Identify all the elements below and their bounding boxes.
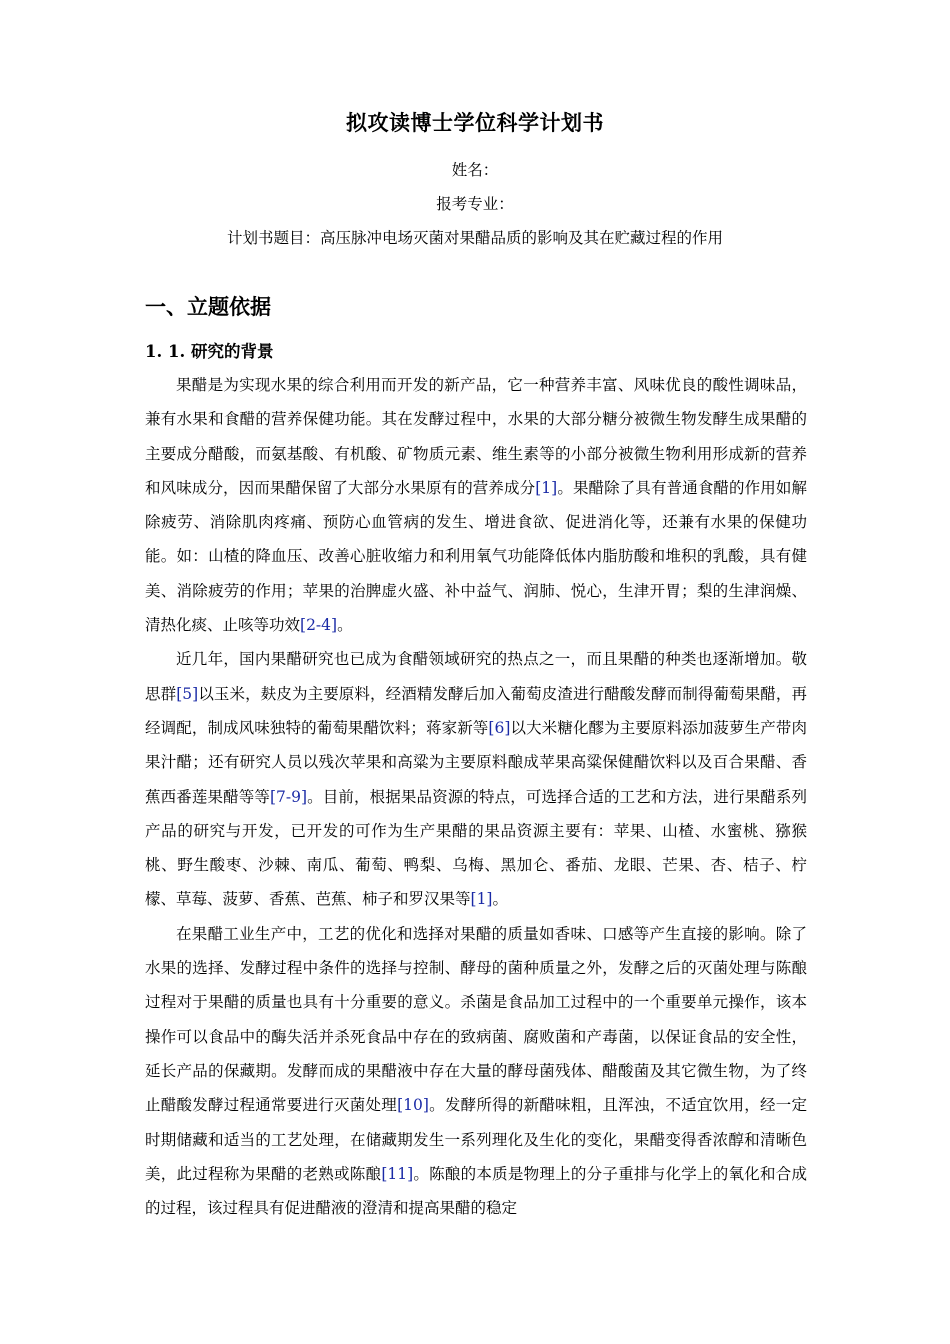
name-field: 姓名：	[451, 161, 499, 179]
section-heading: 一、立题依据	[145, 294, 271, 319]
citation-link[interactable]: [7-9]	[269, 787, 308, 806]
paragraph-2	[145, 642, 807, 916]
paragraph-text: 。	[492, 890, 508, 909]
paragraph-text: 以玉米，麸皮为主要原料，经酒精发酵后加入葡萄皮渣进行醋酸发酵而制得葡萄果醋，再经调配，制成风味独特的葡萄果醋饮料；蒋家新等	[145, 684, 807, 737]
topic-line: 计划书题目：高压脉冲电场灭菌对果醋品质的影响及其在贮藏过程的作用	[226, 229, 723, 247]
paragraph-text: 近几年，国内果醋研究也已成为食醋领域研究的热点之一，而且果醋的种类也逐渐增加。敬思群	[145, 650, 807, 703]
subsection-heading: 1. 1. 研究的背景	[145, 342, 274, 361]
paragraph-text: 果醋是为实现水果的综合利用而开发的新产品，它一种营养丰富、风味优良的酸性调味品，兼有水果和食醋的营养保健功能。其在发酵过程中，水果的大部分糖分被微生物发酵生成果醋的主要成分醋酸，而氨基酸、有机酸、矿物质元素、维生素等的小部分被微生物利用形成新的营养和风味成分，因而果醋保留了大部分水果原有的营养成分	[145, 376, 807, 497]
paragraph-text: 以大米糖化醪为主要原料添加菠萝生产带肉果汁醋；还有研究人员以残次苹果和高粱为主要原料酿成苹果高粱保健醋饮料以及百合果醋、香蕉西番莲果醋等等	[145, 718, 807, 806]
citation-link[interactable]: [1]	[470, 890, 493, 909]
paragraph-text: 。发酵所得的新醋味粗，且浑浊，不适宜饮用，经一定时期储藏和适当的工艺处理，在储藏期发生一系列理化及生化的变化，果醋变得香浓醇和清晰色美，此过程称为果醋的老熟或陈酿	[145, 1096, 807, 1183]
citation-link[interactable]: [1]	[535, 478, 558, 497]
citation-link[interactable]: [11]	[381, 1164, 414, 1183]
paragraph-text: 。果醋除了具有普通食醋的作用如解除疲劳、消除肌肉疼痛、预防心血管病的发生、增进食欲、促进消化等，还兼有水果的保健功能。如：山楂的降血压、改善心脏收缩力和利用氧气功能降低体内脂肪酸和堆积的乳酸，具有健美、消除疲劳的作用；苹果的治脾虚火盛、补中益气、润肺、悦心，生津开胃；梨的生津润燥、清热化痰、止咳等功效	[145, 478, 807, 635]
citation-link[interactable]: [10]	[397, 1096, 429, 1115]
body-text	[145, 368, 807, 1225]
major-field: 报考专业：	[436, 195, 514, 213]
citation-link[interactable]: [6]	[488, 718, 511, 737]
paragraph-3	[145, 917, 807, 1226]
citation-link[interactable]: [5]	[176, 684, 199, 703]
paragraph-text: 。陈酿的本质是物理上的分子重排与化学上的氧化和合成的过程，该过程具有促进醋液的澄清和提高果醋的稳定	[145, 1164, 807, 1218]
paragraph-text: 。目前，根据果品资源的特点，可选择合适的工艺和方法，进行果醋系列产品的研究与开发，已开发的可作为生产果醋的果品资源主要有：苹果、山楂、水蜜桃、猕猴桃、野生酸枣、沙棘、南瓜、葡萄、鸭梨、乌梅、黑加仑、番茄、龙眼、芒果、杏、桔子、柠檬、草莓、菠萝、香蕉、芭蕉、柿子和罗汉果等	[145, 787, 807, 909]
citation-link[interactable]: [2-4]	[300, 616, 338, 635]
document-title: 拟攻读博士学位科学计划书	[346, 110, 604, 135]
paragraph-text: 在果醋工业生产中，工艺的优化和选择对果醋的质量如香味、口感等产生直接的影响。除了水果的选择、发酵过程中条件的选择与控制、酵母的菌种质量之外，发酵之后的灭菌处理与陈酿过程对于果醋的质量也具有十分重要的意义。杀菌是食品加工过程中的一个重要单元操作，该本操作可以食品中的酶失活并杀死食品中存在的致病菌、腐败菌和产毒菌，以保证食品的安全性，延长产品的保藏期。发酵而成的果醋液中存在大量的酵母菌残体、醋酸菌及其它微生物，为了终止醋酸发酵过程通常要进行灭菌处理	[145, 924, 807, 1115]
paragraph-text: 。	[337, 616, 353, 635]
paragraph-1	[145, 368, 807, 642]
